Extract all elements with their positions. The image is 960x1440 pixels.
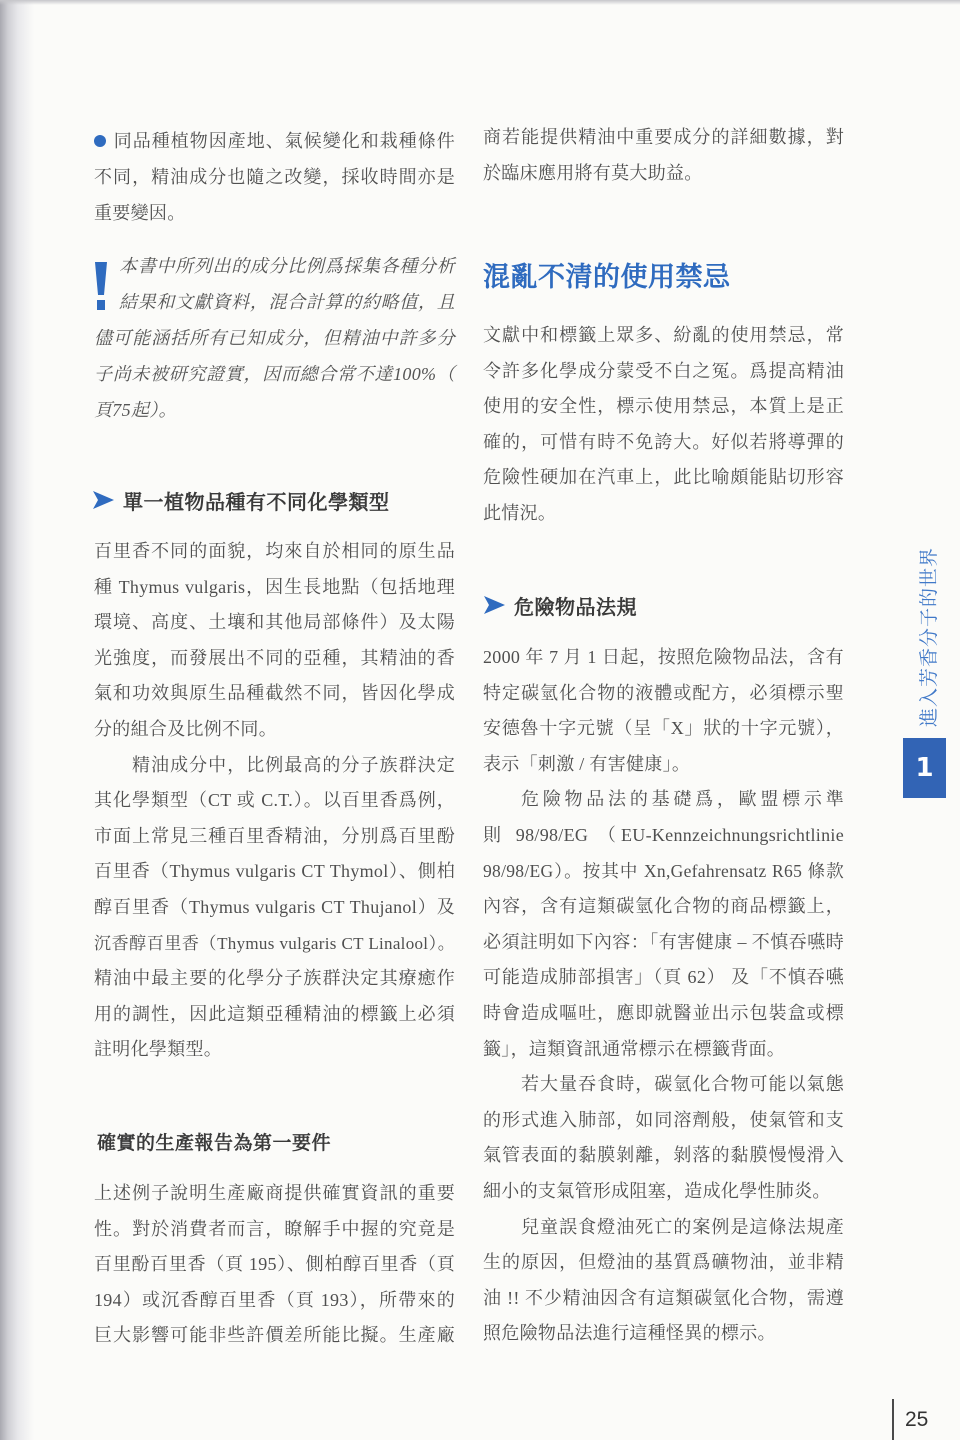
text-line: 98/98/EG）。按其中 Xn,Gefahrensatz R65 條款 [483, 860, 844, 881]
text-line: 環境、高度、土壤和其他局部條件）及太陽 [94, 612, 455, 633]
continuation-text [483, 120, 844, 191]
text-line: 巨大影響可能非些許價差所能比擬。生產廠 [94, 1325, 455, 1346]
note-line: 頁75起）。 [94, 400, 177, 420]
text-line: 百里酚百里香（頁 195）、側柏醇百里香（頁 [94, 1254, 455, 1275]
note-line: 結果和文獻資料，混合計算的約略值，且 [119, 292, 455, 312]
arrowhead-icon [93, 491, 114, 509]
note-box [94, 248, 455, 428]
page-number: 25 [905, 1408, 929, 1431]
text-line: 危險物品法的基礎爲，歐盟標示準 [521, 789, 844, 810]
text-line: 沉香醇百里香（Thymus vulgaris CT Linalool）。 [94, 933, 455, 953]
text-line: 不同，精油成分也隨之改變，採收時間亦是 [94, 167, 455, 187]
text-line: 必須註明如下內容：「有害健康 – 不慎吞嚥時 [483, 931, 844, 952]
text-line: 光強度，而發展出不同的亞種，其精油的香 [94, 647, 455, 668]
text-line: 此情況。 [483, 502, 557, 523]
text-line: 的形式進入肺部，如同溶劑般，使氣管和支 [483, 1109, 844, 1130]
text-line: 若大量吞食時，碳氫化合物可能以氣態 [521, 1074, 844, 1095]
note-line: 本書中所列出的成分比例爲採集各種分析 [119, 256, 455, 276]
section-heading-production [97, 1123, 331, 1159]
text-line: 氣和功效與原生品種截然不同，皆因化學成 [94, 683, 455, 704]
text-line: 則 98/98/EG （EU-Kennzeichnungsrichtlinie [483, 824, 844, 845]
chemotype-body [94, 534, 455, 1068]
bullet-text: 同品種植物因產地、氣候變化和栽種條件 [113, 131, 455, 151]
text-line: 生的原因，但燈油的基質爲礦物油，並非精 [483, 1252, 844, 1273]
text-line: 分的組合及比例不同。 [94, 718, 277, 739]
section-heading-chemotype [93, 482, 390, 518]
text-line: 精油成分中，比例最高的分子族群決定 [132, 754, 455, 775]
text-line: 文獻中和標籤上眾多、紛亂的使用禁忌，常 [483, 325, 844, 345]
text-line: 百里香不同的面貌，均來自於相同的原生品 [94, 541, 455, 561]
text-line: 表示「刺激 / 有害健康」。 [483, 753, 691, 774]
text-line: 種 Thymus vulgaris，因生長地點（包括地理 [94, 576, 455, 597]
bullet-icon [94, 135, 106, 147]
section-heading-text: 危險物品法規 [514, 594, 637, 619]
text-line: 兒童誤食燈油死亡的案例是這條法規產 [521, 1216, 844, 1237]
section-title-contraindications: 混亂不清的使用禁忌 [483, 262, 731, 293]
text-line: 令許多化學成分蒙受不白之冤。爲提高精油 [483, 360, 844, 381]
book-spine-shadow [0, 0, 34, 1440]
chapter-number-badge: 1 [903, 738, 946, 798]
production-body [94, 1176, 455, 1354]
text-line: 商若能提供精油中重要成分的詳細數據，對 [483, 127, 844, 147]
note-line: 儘可能涵括所有已知成分，但精油中許多分 [94, 328, 455, 348]
text-line: 危險性硬加在汽車上，此比喻頗能貼切形容 [483, 467, 844, 488]
text-line: 安德魯十字元號（呈「X」狀的十字元號）， [483, 718, 844, 739]
text-line: 上述例子說明生產廠商提供確實資訊的重要 [94, 1183, 455, 1203]
text-line: 內容，含有這類碳氫化合物的商品標籤上， [483, 896, 844, 917]
text-line: 194）或沉香醇百里香（頁 193），所帶來的 [94, 1289, 455, 1310]
section-heading-dangerous-goods [484, 587, 637, 623]
text-line: 重要變因。 [94, 203, 186, 223]
text-line: 氣管表面的黏膜剝離，剝落的黏膜慢慢滑入 [483, 1145, 844, 1166]
section-heading-text: 確實的生產報告為第一要件 [97, 1131, 332, 1154]
text-line: 百里香（Thymus vulgaris CT Thymol）、側柏 [94, 861, 455, 882]
text-line: 籤」，這類資訊通常標示在標籤背面。 [483, 1038, 786, 1059]
text-line: 醇百里香（Thymus vulgaris CT Thujanol）及 [94, 896, 455, 917]
text-line: 確的，可惜有時不免誇大。好似若將導彈的 [483, 431, 844, 452]
page-top-edge [0, 0, 960, 5]
text-line: 可能造成肺部損害」（頁 62） 及「不慎吞嚥 [483, 967, 844, 988]
text-line: 油 !! 不少精油因含有這類碳氫化合物，需遵 [483, 1287, 844, 1308]
text-line: 2000 年 7 月 1 日起，按照危險物品法，含有 [483, 647, 844, 667]
section-heading-text: 單一植物品種有不同化學類型 [123, 489, 390, 514]
note-line: 子尚未被研究證實，因而總合常不達100%（ [94, 364, 455, 384]
page-number-divider [892, 1399, 894, 1440]
chapter-tab-title: 進入芳香分子的世界 [918, 547, 940, 728]
text-line: 細小的支氣管形成阻塞，造成化學性肺炎。 [483, 1180, 831, 1201]
text-line [94, 123, 455, 159]
text-line: 時會造成嘔吐，應即就醫並出示包裝盒或標 [483, 1002, 844, 1023]
dangerous-goods-body [483, 640, 844, 1352]
contraindications-body [483, 318, 844, 532]
bullet-item [94, 123, 455, 231]
text-line: 使用的安全性，標示使用禁忌，本質上是正 [483, 396, 844, 417]
text-line: 市面上常見三種百里香精油，分別爲百里酚 [94, 825, 455, 846]
text-line: 照危險物品法進行這種怪異的標示。 [483, 1323, 776, 1344]
arrowhead-icon [484, 596, 505, 614]
text-line: 其化學類型（CT 或 C.T.）。以百里香爲例， [94, 790, 455, 811]
text-line: 精油中最主要的化學分子族群決定其療癒作 [94, 968, 455, 989]
text-line: 註明化學類型。 [94, 1039, 223, 1060]
text-line: 於臨床應用將有莫大助益。 [483, 162, 703, 183]
text-line: 特定碳氫化合物的液體或配方，必須標示聖 [483, 682, 844, 703]
text-line: 性。對於消費者而言，瞭解手中握的究竟是 [94, 1218, 455, 1239]
text-line: 用的調性，因此這類亞種精油的標籤上必須 [94, 1003, 455, 1024]
